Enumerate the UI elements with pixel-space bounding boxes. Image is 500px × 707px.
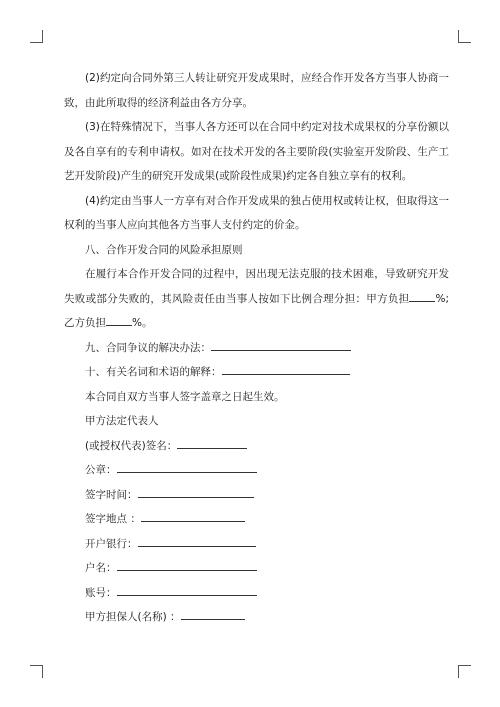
- sign-time-blank[interactable]: [138, 486, 254, 498]
- account-number-label: 账号：: [85, 586, 117, 599]
- bank-blank[interactable]: [138, 535, 256, 547]
- section-8-heading: 八、合作开发合同的风险承担原则: [85, 243, 243, 256]
- party-a-share-blank[interactable]: [409, 290, 435, 302]
- sign-place-line: [64, 507, 449, 532]
- account-name-blank[interactable]: [117, 559, 257, 571]
- account-name-label: 户名：: [85, 562, 117, 574]
- crop-mark-bottom-left: [30, 665, 43, 678]
- terms-blank[interactable]: [222, 363, 350, 375]
- bank-line: [64, 532, 449, 557]
- seal-label: 公章：: [85, 464, 117, 476]
- risk-text-b: %;乙方负担: [64, 292, 449, 329]
- signature-line: [64, 434, 449, 459]
- dispute-blank[interactable]: [211, 339, 351, 351]
- clause-4-paragraph: (4)约定由当事人一方享有对合作开发成果的独占使用权或转让权，但取得这一权利的当事人应向其他各方当事人支付约定的价金。: [64, 194, 449, 231]
- risk-paragraph: [64, 262, 449, 336]
- clause-3-paragraph: (3)在特殊情况下，当事人各方还可以在合同中约定对技术成果权的分享份额以及各自享有的专利申请权。如对在技术开发的各主要阶段(实验室开发阶段、生产工艺开发阶段)产生的研究开发成果(或阶段性成果)约定各自独立享有的权利。: [64, 121, 449, 182]
- guarantor-label: 甲方担保人(名称) ：: [85, 611, 181, 623]
- party-b-share-blank[interactable]: [106, 314, 132, 326]
- dispute-line: [64, 336, 449, 361]
- crop-mark-top-right: [458, 30, 471, 43]
- clause-2-paragraph: (2)约定向合同外第三人转让研究开发成果时，应经合作开发各方当事人协商一致，由此所取得的经济利益由各方分享。: [64, 72, 449, 109]
- risk-text-c: %。: [132, 317, 153, 329]
- guarantor-line: [64, 605, 449, 630]
- account-number-line: [64, 581, 449, 606]
- guarantor-blank[interactable]: [181, 608, 245, 620]
- sign-place-label: 签字地点 ：: [85, 513, 141, 525]
- terms-line: [64, 360, 449, 385]
- document-page: [64, 66, 449, 630]
- sign-place-blank[interactable]: [141, 510, 245, 522]
- signature-label: (或授权代表)签名：: [85, 439, 178, 452]
- terms-label: 十、有关名词和术语的解释：: [85, 366, 222, 378]
- account-name-line: [64, 556, 449, 581]
- effective-clause: 本合同自双方当事人签字盖章之日起生效。: [85, 390, 285, 403]
- bank-label: 开户银行：: [85, 537, 138, 550]
- crop-mark-top-left: [30, 30, 43, 43]
- signature-blank[interactable]: [177, 437, 247, 449]
- seal-blank[interactable]: [117, 461, 257, 473]
- crop-mark-bottom-right: [458, 665, 471, 678]
- sign-time-line: [64, 483, 449, 508]
- account-number-blank[interactable]: [117, 584, 257, 596]
- dispute-label: 九、合同争议的解决办法：: [85, 341, 211, 354]
- risk-text-a: 在履行本合作开发合同的过程中，因出现无法克服的技术困难，导致研究开发失败或部分失败的，其风险责任由当事人按如下比例合理分担：甲方负担: [64, 268, 449, 305]
- seal-line: [64, 458, 449, 483]
- sign-time-label: 签字时间：: [85, 488, 138, 501]
- party-a-representative-heading: 甲方法定代表人: [85, 415, 159, 427]
